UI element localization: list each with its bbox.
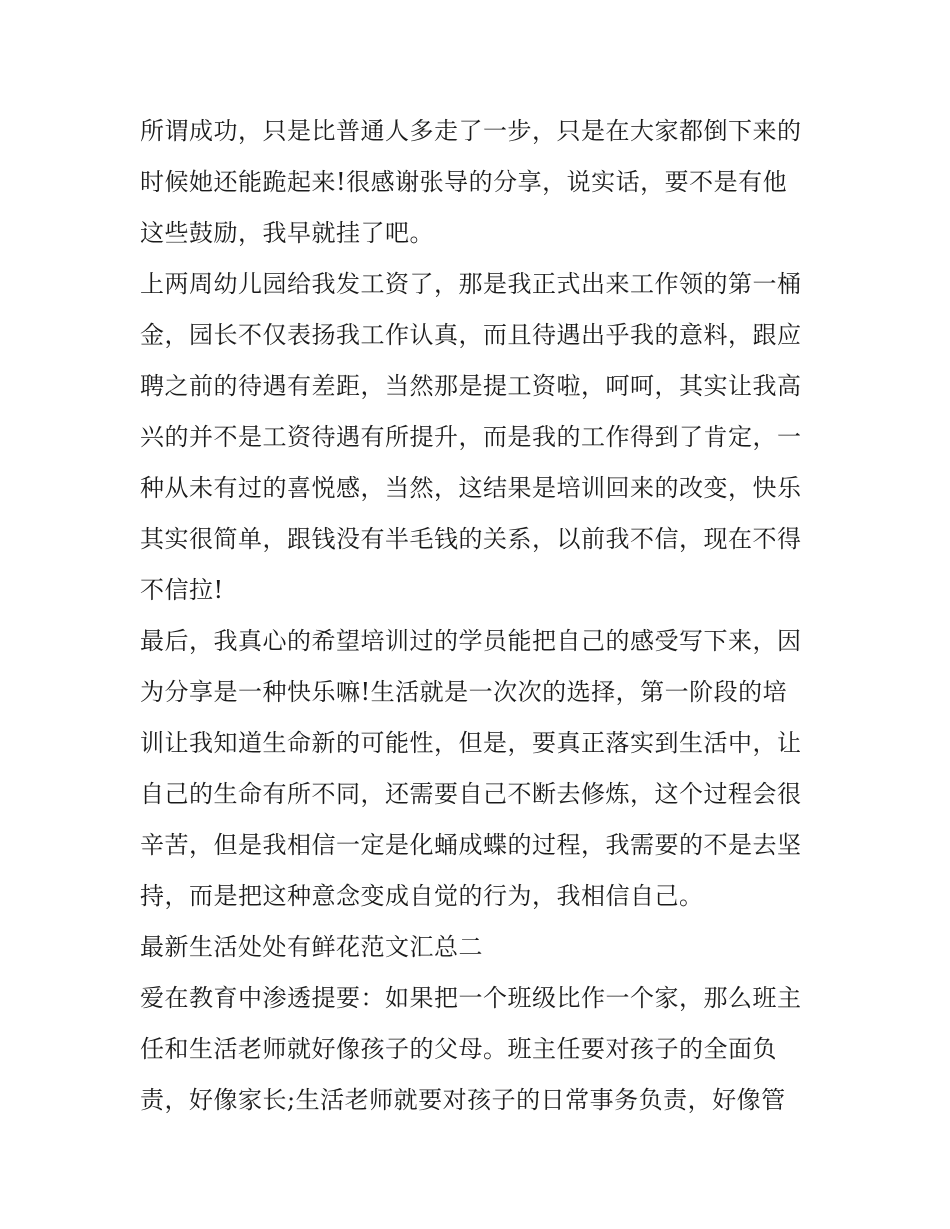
text-line: 辛苦，但是我相信一定是化蛹成蝶的过程，我需要的不是去坚 — [140, 831, 802, 859]
text-line: 上两周幼儿园给我发工资了，那是我正式出来工作领的第一桶 — [140, 270, 802, 298]
text-line: 为分享是一种快乐嘛!生活就是一次次的选择，第一阶段的培 — [140, 678, 788, 706]
text-line: 自己的生命有所不同，还需要自己不断去修炼，这个过程会很 — [140, 780, 802, 808]
text-line: 持，而是把这种意念变成自觉的行为，我相信自己。 — [140, 882, 704, 910]
text-line: 所谓成功，只是比普通人多走了一步，只是在大家都倒下来的 — [140, 117, 802, 145]
text-line: 训让我知道生命新的可能性，但是，要真正落实到生活中，让 — [140, 729, 802, 757]
text-line: 聘之前的待遇有差距，当然那是提工资啦，呵呵，其实让我高 — [140, 372, 802, 400]
text-line: 时候她还能跪起来!很感谢张导的分享，说实话，要不是有他 — [140, 168, 788, 196]
text-line: 种从未有过的喜悦感，当然，这结果是培训回来的改变，快乐 — [140, 474, 802, 502]
text-line: 责，好像家长;生活老师就要对孩子的日常事务负责，好像管 — [140, 1086, 786, 1114]
body-text — [140, 106, 830, 1126]
text-line: 最后，我真心的希望培训过的学员能把自己的感受写下来，因 — [140, 627, 802, 655]
text-line: 兴的并不是工资待遇有所提升，而是我的工作得到了肯定，一 — [140, 423, 802, 451]
text-line: 不信拉! — [140, 576, 224, 604]
text-line: 这些鼓励，我早就挂了吧。 — [140, 219, 434, 247]
text-line: 金，园长不仅表扬我工作认真，而且待遇出乎我的意料，跟应 — [140, 321, 802, 349]
text-line: 爱在教育中渗透提要：如果把一个班级比作一个家，那么班主 — [140, 984, 802, 1012]
section-heading: 最新生活处处有鲜花范文汇总二 — [140, 933, 483, 961]
text-line: 任和生活老师就好像孩子的父母。班主任要对孩子的全面负 — [140, 1035, 777, 1063]
text-line: 其实很简单，跟钱没有半毛钱的关系，以前我不信，现在不得 — [140, 525, 802, 553]
